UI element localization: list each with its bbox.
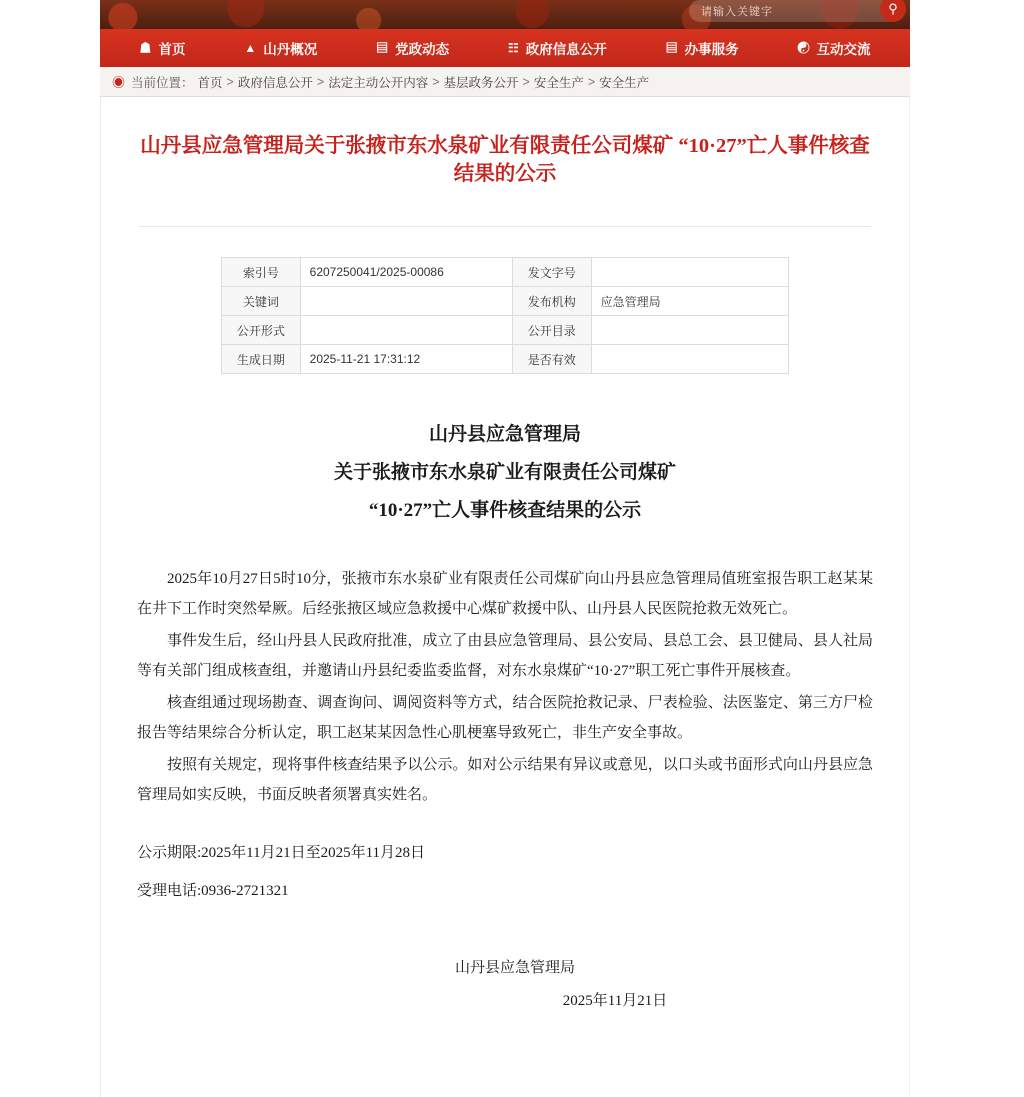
nav-item-home[interactable] bbox=[139, 38, 185, 58]
breadcrumb-label: 当前位置： bbox=[131, 75, 194, 90]
nav-item-label: 党政动态 bbox=[395, 42, 450, 57]
breadcrumb-item-3[interactable]: 基层政务公开 bbox=[443, 75, 519, 90]
article-paragraph: 2025年10月27日5时10分，张掖市东水泉矿业有限责任公司煤矿向山丹县应急管理局值班室报告职工赵某某在井下工作时突然晕厥。后经张掖区域应急救援中心煤矿救援中队、山丹县人民医院抢救无效死亡。 bbox=[137, 571, 873, 618]
nav-item-label: 互动交流 bbox=[816, 42, 871, 57]
search-placeholder-text: 请输入关键字 bbox=[701, 6, 773, 18]
page-wrapper bbox=[0, 97, 1024, 1097]
breadcrumb bbox=[100, 67, 910, 97]
table-row bbox=[222, 345, 789, 374]
signature-organization: 山丹县应急管理局 bbox=[454, 960, 575, 977]
right-gutter bbox=[910, 97, 1024, 1097]
nav-item-government-disclosure[interactable] bbox=[508, 38, 607, 58]
breadcrumb-item-1[interactable]: 政府信息公开 bbox=[237, 75, 313, 90]
site-banner bbox=[0, 0, 1024, 29]
meta-value bbox=[591, 345, 788, 374]
article-body bbox=[131, 564, 879, 1018]
nav-item-interaction[interactable] bbox=[798, 38, 871, 58]
banner-left-spacer bbox=[0, 0, 100, 29]
article-paragraph: 核查组通过现场勘查、调查询问、调阅资料等方式，结合医院抢救记录、尸表检验、法医鉴定、第三方尸检报告等结果综合分析认定，职工赵某某因急性心肌梗塞导致死亡，非生产安全事故。 bbox=[137, 695, 873, 742]
heading-line-2: 关于张掖市东水泉矿业有限责任公司煤矿 bbox=[333, 462, 676, 484]
nav-item-services[interactable] bbox=[666, 38, 739, 58]
breadcrumb-item-0[interactable]: 首页 bbox=[197, 75, 223, 90]
notice-block bbox=[137, 838, 873, 906]
group-icon: ☷ bbox=[507, 41, 519, 55]
search-icon[interactable]: ⚲ bbox=[880, 0, 906, 22]
breadcrumb-separator: > bbox=[522, 74, 530, 89]
meta-key: 发布机构 bbox=[512, 287, 591, 316]
page-title: 山丹县应急管理局关于张掖市东水泉矿业有限责任公司煤矿 “10·27”亡人事件核查结果的公示 bbox=[140, 135, 870, 185]
meta-key: 生成日期 bbox=[222, 345, 301, 374]
article-container bbox=[100, 97, 910, 1097]
table-row bbox=[222, 316, 789, 345]
breadcrumb-separator: > bbox=[587, 74, 596, 89]
nav-item-party-news[interactable] bbox=[376, 38, 449, 58]
main-nav bbox=[100, 29, 910, 67]
table-row bbox=[222, 258, 789, 287]
document-heading bbox=[131, 416, 879, 530]
meta-key: 是否有效 bbox=[512, 345, 591, 374]
table-row bbox=[222, 287, 789, 316]
breadcrumb-separator: > bbox=[226, 74, 234, 89]
heading-line-3: “10·27”亡人事件核查结果的公示 bbox=[368, 500, 642, 522]
meta-key: 发文字号 bbox=[512, 258, 591, 287]
meta-value bbox=[300, 287, 512, 316]
nav-item-label: 首页 bbox=[158, 42, 186, 57]
home-icon: ☗ bbox=[139, 41, 152, 55]
heading-line-1: 山丹县应急管理局 bbox=[428, 424, 581, 446]
title-divider bbox=[139, 226, 871, 227]
nav-right-spacer bbox=[910, 29, 1024, 67]
breadcrumb-item-2[interactable]: 法定主动公开内容 bbox=[328, 75, 429, 90]
meta-value bbox=[591, 316, 788, 345]
banner-right-spacer bbox=[910, 0, 1024, 29]
meta-value: 应急管理局 bbox=[591, 287, 788, 316]
meta-key: 公开目录 bbox=[512, 316, 591, 345]
meta-key: 索引号 bbox=[222, 258, 301, 287]
breadcrumb-item-5[interactable]: 安全生产 bbox=[599, 75, 650, 90]
nav-item-label: 办事服务 bbox=[684, 42, 739, 57]
metadata-table bbox=[221, 257, 789, 374]
nav-item-label: 政府信息公开 bbox=[525, 42, 607, 57]
breadcrumb-separator: > bbox=[316, 74, 325, 89]
signature-block bbox=[137, 952, 873, 1018]
meta-value bbox=[591, 258, 788, 287]
article-paragraph: 按照有关规定，现将事件核查结果予以公示。如对公示结果有异议或意见，以口头或书面形式向山丹县应急管理局如实反映，书面反映者须署真实姓名。 bbox=[137, 757, 873, 804]
notice-phone: 受理电话:0936-2721321 bbox=[137, 883, 289, 900]
meta-value: 2025-11-21 17:31:12 bbox=[300, 345, 512, 374]
meta-value: 6207250041/2025-00086 bbox=[300, 258, 512, 287]
site-search-box[interactable] bbox=[689, 0, 899, 22]
article-paragraph: 事件发生后，经山丹县人民政府批准，成立了由县应急管理局、县公安局、县总工会、县卫健局、县人社局等有关部门组成核查组，并邀请山丹县纪委监委监督，对东水泉煤矿“10·27”职工死亡事件开展核查。 bbox=[137, 633, 873, 680]
nav-item-overview[interactable] bbox=[244, 38, 317, 58]
location-pin-icon: ◉ bbox=[112, 75, 126, 90]
meta-key: 公开形式 bbox=[222, 316, 301, 345]
nav-bar-wrapper bbox=[0, 29, 1024, 67]
breadcrumb-wrapper bbox=[0, 67, 1024, 97]
nav-left-spacer bbox=[0, 29, 100, 67]
breadcrumb-separator: > bbox=[432, 74, 440, 89]
breadcrumb-left-spacer bbox=[0, 67, 100, 97]
left-gutter bbox=[0, 97, 100, 1097]
nav-item-label: 山丹概况 bbox=[263, 42, 318, 57]
notice-period: 公示期限:2025年11月21日至2025年11月28日 bbox=[137, 845, 426, 862]
news-icon: ▤ bbox=[376, 41, 389, 55]
breadcrumb-item-4[interactable]: 安全生产 bbox=[533, 75, 584, 90]
document-icon: ▤ bbox=[665, 41, 678, 55]
breadcrumb-right-spacer bbox=[910, 67, 1024, 97]
mountain-icon: ▲ bbox=[244, 41, 257, 55]
chat-icon: ☯ bbox=[797, 41, 810, 55]
meta-key: 关键词 bbox=[222, 287, 301, 316]
signature-date: 2025年11月21日 bbox=[562, 993, 668, 1010]
meta-value bbox=[300, 316, 512, 345]
